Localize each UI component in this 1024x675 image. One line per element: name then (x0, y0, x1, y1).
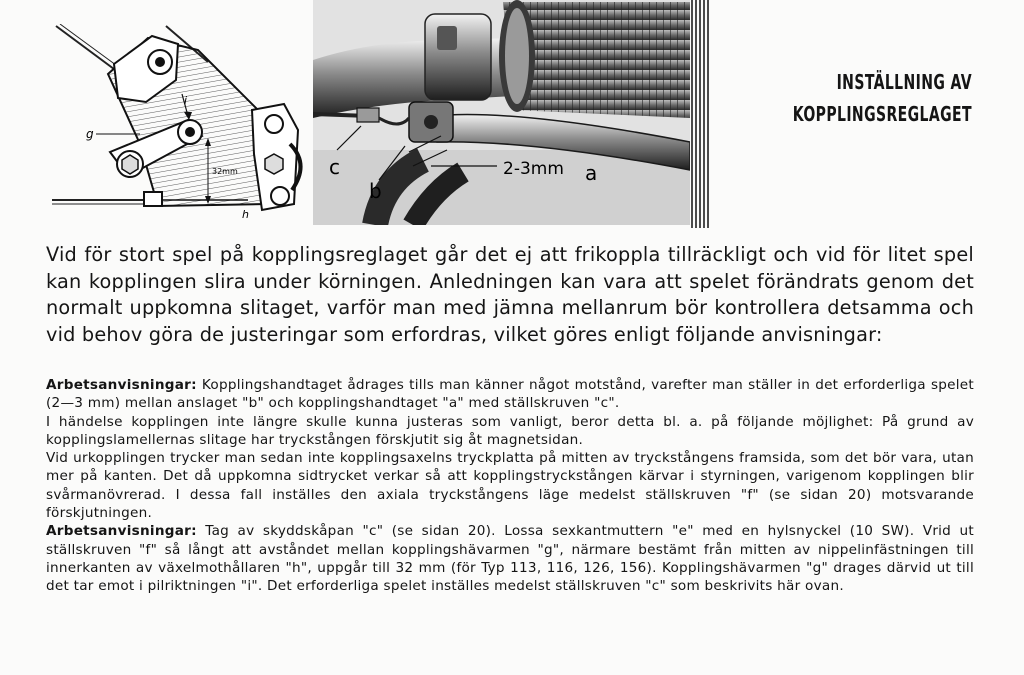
label-b: b (369, 179, 382, 203)
label-a: a (585, 161, 598, 185)
label-c: c (329, 155, 340, 179)
instructions-body (46, 376, 974, 596)
work-instructions-label: Arbetsanvisningar: (46, 523, 197, 540)
label-gap: 2-3mm (503, 159, 564, 179)
clutch-lever-photo (313, 0, 690, 225)
intro-paragraph: Vid för stort spel på kopplingsreglaget går det ej att frikoppla tillräckligt och vid för litet spel kan kopplingen slira under körningen. Anledningen kan vara att spelet förändrats genom det normalt uppkomna slitaget, varför man med jämna mellanrum bör kontrollera detsamma och vid behov göra de justeringar som erfordras, vilket göres enligt följande anvisningar: (46, 243, 974, 346)
label-i: i (184, 94, 188, 107)
heading-line-2: KOPPLINGSREGLAGET (792, 102, 972, 126)
paragraph-2: I händelse kopplingen inte längre skulle kunna justeras som vanligt, beror detta bl. a. på följande möjlighet: På grund av kopplingslamellernas slitage har tryckstången förskjutit sig åt magnetsidan. (46, 413, 974, 448)
label-h: h (242, 208, 249, 220)
decorative-rules (690, 0, 712, 228)
paragraph-4: Arbetsanvisningar: Tag av skyddskåpan "c" (se sidan 20). Lossa sexkantmuttern "e" med en hylsnyckel (10 SW). Vrid ut ställskruven "f" så långt att avståndet mellan kopplingshävarmen "g", närmare bestämt från mitten av nippelinfästningen till innerkanten av växelmothållaren "h", uppgår till 32 mm (för Typ 113, 116, 126, 156). Kopplingshävarmen "g" drages därvid ut till det tar emot i pilriktningen "i". Det erforderliga spelet inställes medelst ställskruven "c" som beskrivits här ovan. (46, 523, 974, 595)
work-instructions-label: Arbetsanvisningar: (46, 377, 197, 393)
section-heading (791, 66, 972, 130)
paragraph-3: Vid urkopplingen trycker man sedan inte kopplingsaxelns tryckplatta på mitten av tryckstångens framsida, som det bör vara, utan mer på kanten. Det då uppkomna sidtrycket verkar så att kopplingstryckstången kärvar i styrningen, varigenom kopplingen blir svårmanövrerad. I dessa fall inställes den axiala tryckstångens läge medelst ställskruven "f" (se sidan 20) motsvarande förskjutningen. (46, 450, 974, 522)
heading-line-1: INSTÄLLNING AV (836, 70, 972, 94)
label-g: g (86, 127, 94, 141)
paragraph-1: Arbetsanvisningar: Kopplingshandtaget ådrages tills man känner något motstånd, varefter man ställer in det erforderliga spelet (2—3 mm) mellan anslaget "b" och kopplingshandtaget "a" med ställskruven "c". (46, 377, 974, 412)
clutch-lever-diagram (48, 24, 310, 220)
label-32mm: 32mm (212, 167, 238, 176)
